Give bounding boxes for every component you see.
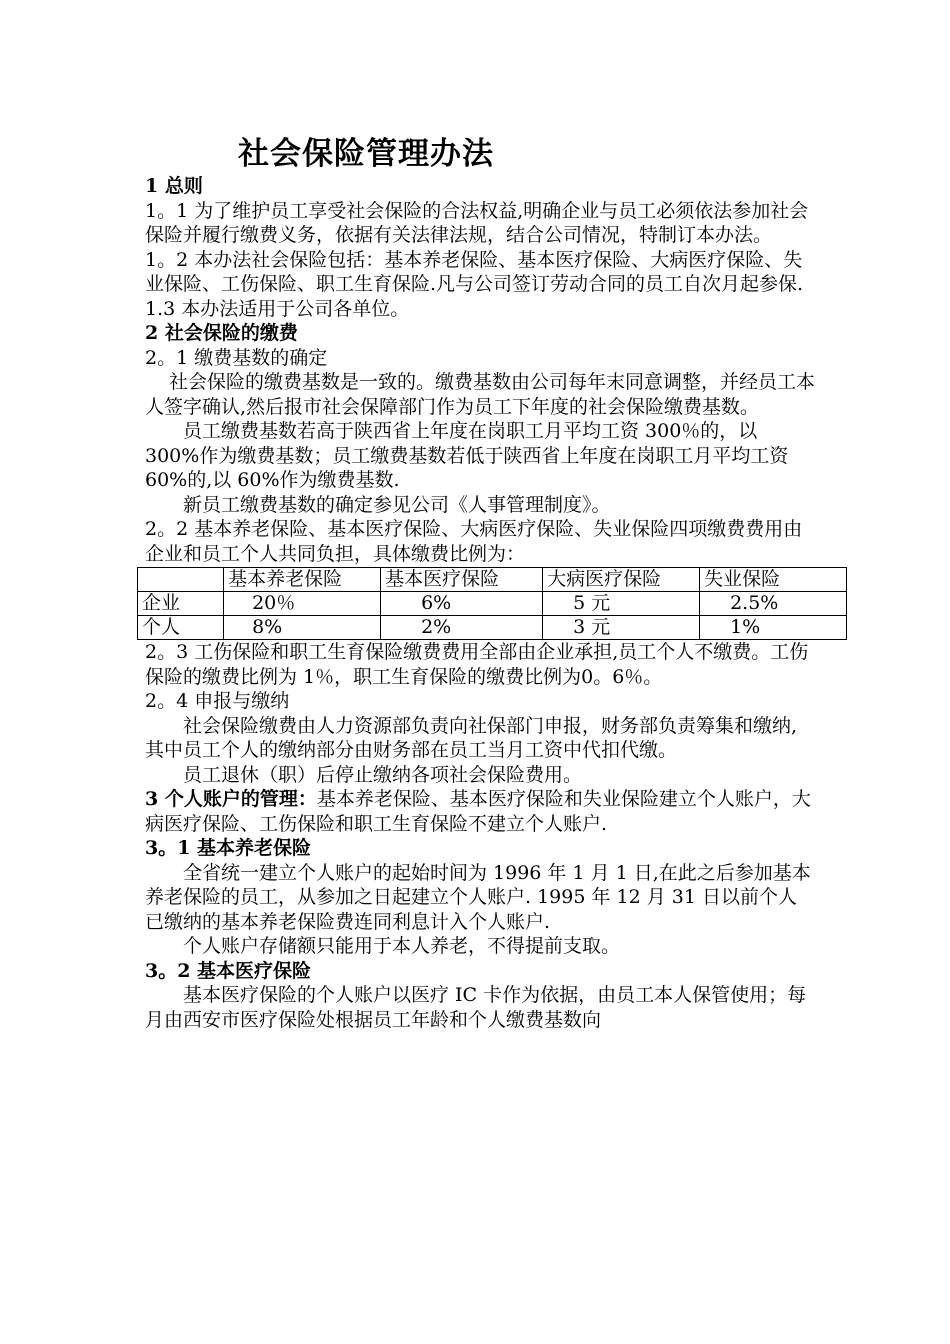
table-cell: 8% (224, 616, 381, 640)
paragraph-1-2: 1。2 本办法社会保险包括：基本养老保险、基本医疗保险、大病医疗保险、失业保险、工伤保险、职工生育保险.凡与公司签订劳动合同的员工自次月起参保. (145, 248, 804, 295)
paragraph-3-2-a: 基本医疗保险的个人账户以医疗 IC 卡作为依据，由员工本人保管使用；每月由西安市医疗保险处根据员工年龄和个人缴费基数向 (145, 984, 807, 1031)
table-cell: 企业 (138, 592, 224, 616)
paragraph-2-1-a: 社会保险的缴费基数是一致的。缴费基数由公司每年末同意调整，并经员工本人签字确认,然后报市社会保障部门作为员工下年度的社会保险缴费基数。 (145, 371, 816, 418)
document-body (142, 174, 816, 1032)
table-cell: 2% (381, 616, 543, 640)
section-1-heading: 1 总则 (145, 175, 203, 197)
table-cell: 20％ (224, 592, 381, 616)
subsection-2-3: 2。3 工伤保险和职工生育保险缴费费用全部由企业承担,员工个人不缴费。工伤保险的缴费比例为 1％，职工生育保险的缴费比例为0。6％。 (145, 641, 809, 688)
table-header-cell: 失业保险 (700, 568, 847, 592)
table-cell: 3 元 (543, 616, 700, 640)
document-title: 社会保险管理办法 (238, 136, 494, 172)
subsection-3-1: 3。1 基本养老保险 (145, 837, 312, 859)
paragraph-2-4-a: 社会保险缴费由人力资源部负责向社保部门申报，财务部负责筹集和缴纳,其中员工个人的缴纳部分由财务部在员工当月工资中代扣代缴。 (145, 714, 798, 761)
table-header-row (138, 568, 847, 592)
subsection-2-1: 2。1 缴费基数的确定 (145, 346, 328, 369)
table-cell: 个人 (138, 616, 224, 640)
section-3-heading: 3 个人账户的管理： (145, 788, 317, 810)
contribution-rate-table (137, 567, 847, 640)
paragraph-3-1-a: 全省统一建立个人账户的起始时间为 1996 年 1 月 1 日,在此之后参加基本养老保险的员工，从参加之日起建立个人账户. 1995 年 12 月 31 日以前个人已缴纳的基本养老保险费连同利息计入个人账户. (145, 861, 811, 933)
paragraph-2-1-c: 新员工缴费基数的确定参见公司《人事管理制度》。 (183, 493, 611, 516)
subsection-3-2: 3。2 基本医疗保险 (145, 959, 312, 982)
paragraph-1-1: 1。1 为了维护员工享受社会保险的合法权益,明确企业与员工必须依法参加社会保险并履行缴费义务，依据有关法律法规，结合公司情况，特制订本办法。 (145, 199, 809, 246)
table-cell: 6% (381, 592, 543, 616)
table-header-cell: 基本医疗保险 (381, 568, 543, 592)
section-2-heading: 2 社会保险的缴费 (145, 322, 298, 344)
section-3-intro (145, 787, 815, 836)
paragraph-1-3: 1.3 本办法适用于公司各单位。 (145, 297, 410, 320)
table-header-cell (138, 568, 224, 592)
paragraph-2-4-b: 员工退休（职）后停止缴纳各项社会保险费用。 (183, 763, 583, 786)
table-row (138, 592, 847, 616)
subsection-2-2: 2。2 基本养老保险、基本医疗保险、大病医疗保险、失业保险四项缴费费用由企业和员工个人共同负担，具体缴费比例为： (145, 518, 803, 565)
paragraph-2-1-b: 员工缴费基数若高于陕西省上年度在岗职工月平均工资 300％的，以 300%作为缴费基数；员工缴费基数若低于陕西省上年度在岗职工月平均工资 60%的,以 60%作为缴费基数. (145, 420, 789, 491)
section-3-intro-text: 基本养老保险、基本医疗保险和失业保险建立个人账户，大病医疗保险、工伤保险和职工生育保险不建立个人账户. (145, 788, 811, 835)
paragraph-3-1-b: 个人账户存储额只能用于本人养老，不得提前支取。 (183, 935, 621, 957)
table-header-cell: 基本养老保险 (224, 568, 381, 592)
table-row (138, 616, 847, 640)
table-cell: 1% (700, 616, 847, 640)
subsection-2-4: 2。4 申报与缴纳 (145, 690, 290, 712)
table-cell: 2.5% (700, 592, 847, 616)
table-header-cell: 大病医疗保险 (543, 568, 700, 592)
table-cell: 5 元 (543, 592, 700, 616)
